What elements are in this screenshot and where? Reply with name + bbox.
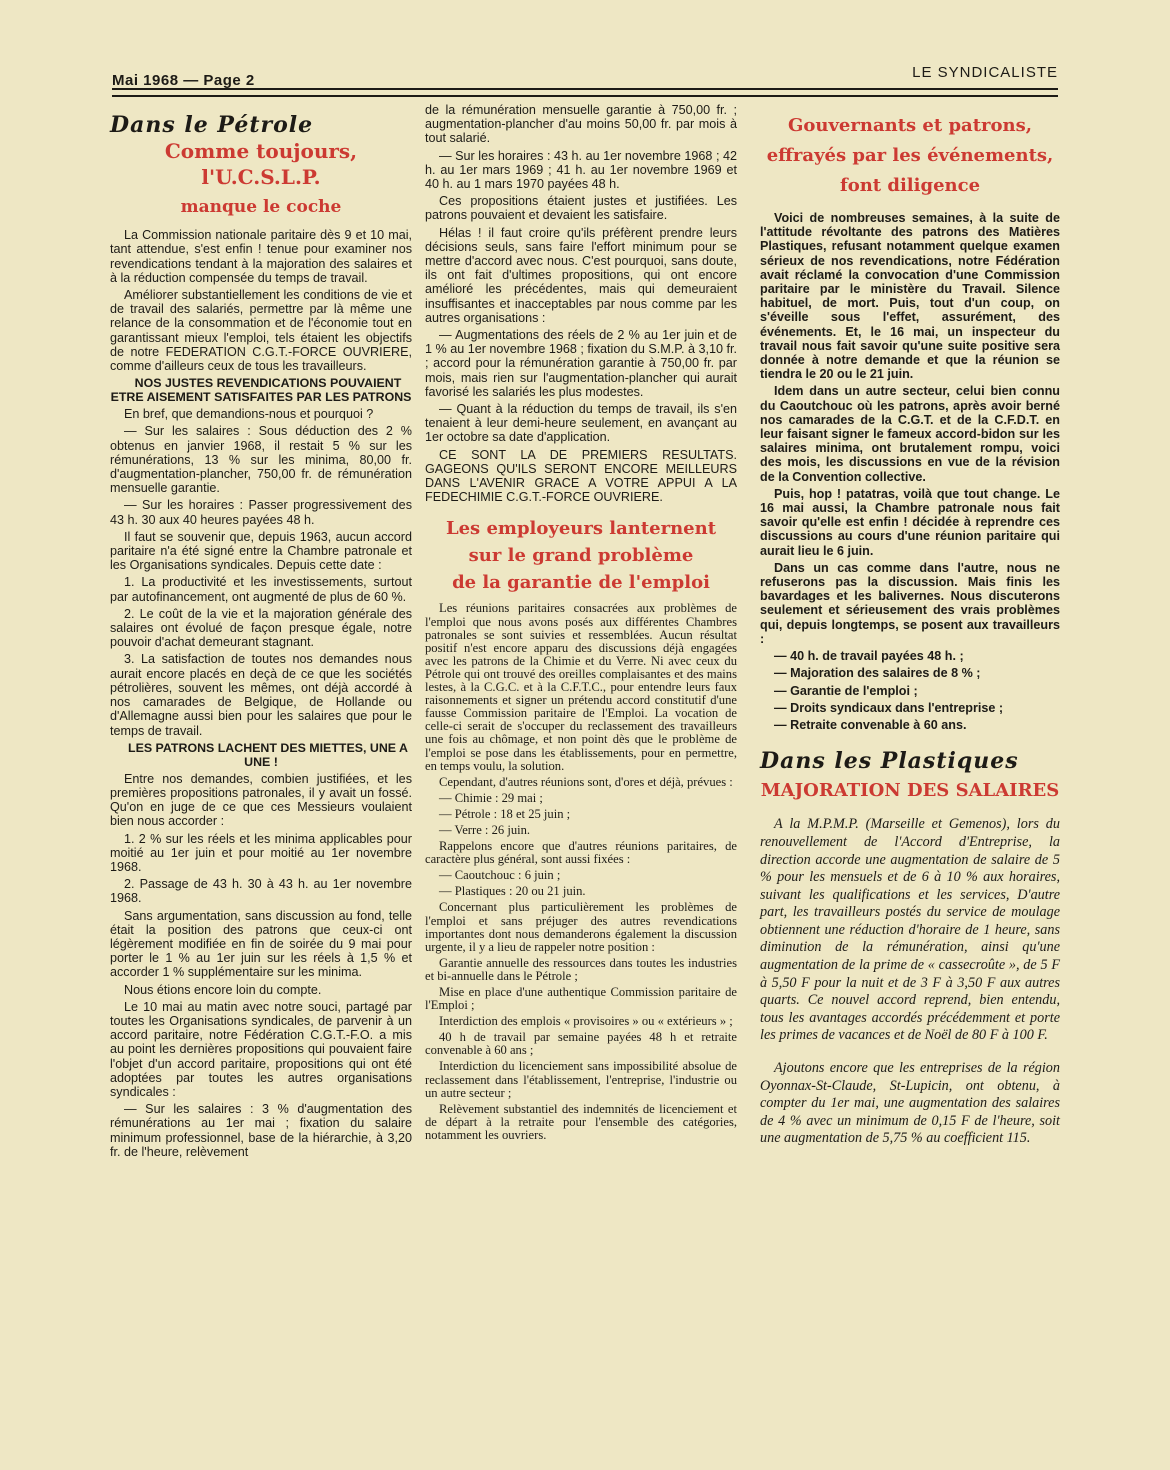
article-paragraph: Sans argumentation, sans discussion au fond, telle était la position des patrons que ceux-ci ont légèrement modifiée en fin de soirée du 9 mai pour porter le 1 % au 1er juin sur les réels à 1,5 % et accorder 1 % supplémentaire sur les minima. (110, 908, 412, 980)
headline-line: sur le grand problème (468, 545, 694, 567)
headline-line: de la garantie de l'emploi (452, 572, 710, 594)
subhead: LES PATRONS LACHENT DES MIETTES, UNE A UNE ! (128, 740, 408, 769)
article-paragraph: — Sur les horaires : 43 h. au 1er novembre 1968 ; 42 h. au 1er mars 1969 ; 41 h. au 1er novembre 1969 et 40 h. au 1 mars 1970 payées 48 h. (425, 148, 737, 192)
article-paragraph: Rappelons encore que d'autres réunions paritaires, de caractère plus général, sont aussi fixées : (425, 839, 737, 867)
article-paragraph: Hélas ! il faut croire qu'ils préfèrent prendre leurs décisions seuls, sans faire l'effort minimum pour se mettre d'accord avec nous. C'est pourquoi, sans doute, ils ont fait d'ultimes propositions, qui ont encore amélioré les précédentes, mais qui demeuraient insuffisantes et inacceptables par nous comme par les autres organisations : (425, 225, 737, 325)
article-paragraph: 1. La productivité et les investissements, surtout par autofinancement, ont augmenté de plus de 60 %. (110, 575, 412, 604)
column-3 (760, 103, 1060, 1151)
article-paragraph: Relèvement substantiel des indemnités de licenciement et de départ à la retraite pour l'ensemble des catégories, notamment les ouvriers. (425, 1101, 737, 1142)
article-paragraph: La Commission nationale paritaire dès 9 et 10 mai, tant attendue, s'est enfin ! tenue pour examiner nos revendications tendant à la majoration des salaires et à la réduction compensée du temps de travail. (110, 228, 412, 285)
headline-line: Gouvernants et patrons, (788, 115, 1032, 136)
bold-article (760, 211, 1060, 732)
section-kicker-plastiques: Dans les Plastiques (760, 748, 1019, 775)
article-paragraph: Dans un cas comme dans l'autre, nous ne refuserons pas la discussion. Mais finis les bavardages et les balivernes. Nous discuterons seulement et sérieusement des vrais problèmes qui, depuis longtemps, se posent aux travailleurs : (760, 560, 1060, 646)
article-paragraph: Il faut se souvenir que, depuis 1963, aucun accord paritaire n'a été signé entre la Chambre patronale et les Organisations syndicales. Depuis cette date : (110, 529, 412, 573)
serif-article (425, 602, 737, 1142)
article-paragraph: 40 h de travail par semaine payées 48 h et retraite convenable à 60 ans ; (425, 1030, 737, 1058)
list-item: — Retraite convenable à 60 ans. (774, 717, 967, 732)
column-2 (425, 103, 737, 1145)
subhead: NOS JUSTES REVENDICATIONS POUVAIENT ETRE AISEMENT SATISFAITES PAR LES PATRONS (110, 376, 412, 405)
article-paragraph: — Sur les salaires : Sous déduction des 2 % obtenus en janvier 1968, il restait 5 % sur les rémunérations, 13 % sur les minima, 80,00 fr. d'augmentation-plancher, 750,00 fr. de rémunération mensuelle garantie. (110, 424, 412, 496)
newspaper-title: LE SYNDICALISTE (912, 64, 1058, 81)
column-1 (110, 106, 412, 1162)
headline-line: Les employeurs lanternent (445, 518, 717, 540)
article-paragraph: Idem dans un autre secteur, celui bien connu du Caoutchouc où les patrons, après avoir berné nos camarades de la C.G.T. et de la C.F.D.T. en leur faisant signer le fameux accord-bidon sur les salaires minima, ont brutalement rompu, voici des mois, les discussions en vue de la révision de la Convention collective. (760, 384, 1060, 484)
masthead-rule (112, 88, 1058, 97)
article-paragraph: 2. Passage de 43 h. 30 à 43 h. au 1er novembre 1968. (110, 877, 412, 906)
article-paragraph: Voici de nombreuses semaines, à la suite de l'attitude révoltante des patrons des Matières Plastiques, refusant notamment quelque examen sérieux de nos revendications, notre Fédération avait réclamé la convocation d'une Commission paritaire par le ministère du Travail. Silence habituel, de mort. Puis, tout d'un coup, on s'éveille sous l'effet, assurément, des événements. Et, le 16 mai, un inspecteur du travail nous fait savoir qu'une suite positive sera donnée à notre demande et que la réunion se tiendra le 20 ou le 21 juin. (760, 211, 1060, 382)
italic-article (760, 816, 1060, 1148)
article-paragraph: Garantie annuelle des ressources dans toutes les industries et bi-annuelle dans le Pétrole ; (425, 955, 737, 983)
list-item: — Droits syndicaux dans l'entreprise ; (774, 700, 1004, 715)
article-paragraph: Interdiction des emplois « provisoires » ou « extérieurs » ; (439, 1014, 733, 1029)
headline-ucslp-sub: manque le coche (180, 197, 342, 218)
section-kicker-petrole: Dans le Pétrole (110, 112, 314, 138)
masthead (112, 62, 1058, 92)
article-paragraph: — Sur les salaires : 3 % d'augmentation des rémunérations au 1er mai ; fixation du salaire minimum professionnel, base de la hiérarchie, à 3,20 fr. de l'heure, relèvement (110, 1102, 412, 1159)
article-paragraph: A la M.P.M.P. (Marseille et Gemenos), lors du renouvellement de l'Accord d'Entreprise, la direction accorde une augmentation de salaire de 5 % pour les mensuels et de 6 à 10 % aux horaires, suivant les qualifications et les services, D'autre part, les travailleurs postés du service de moulage obtiennent une réduction d'horaire de 1 heure, sans diminution de la rémunération, ainsi qu'une augmentation de la prime de « cassecroûte », de 5 F à 5,50 F pour la nuit et de 3 F à 3,50 F aux autres quarts. Ce nouvel accord reprend, bien entendu, tous les avantages accordés précédemment et porte les primes de vacances et de Noël de 80 F à 100 F. (760, 816, 1060, 1044)
article-paragraph: Entre nos demandes, combien justifiées, et les premières propositions patronales, il y avait un fossé. Qu'on en juge de ce que ces Messieurs voulaient bien nous accorder : (110, 771, 412, 829)
article-paragraph: Interdiction du licenciement sans impossibilité absolue de reclassement dans l'établissement, l'entreprise, l'industrie ou un autre secteur ; (425, 1059, 737, 1100)
article-paragraph: de la rémunération mensuelle garantie à 750,00 fr. ; augmentation-plancher d'au moins 50,00 fr. par mois à tout salarié. (425, 103, 737, 146)
list-item: — Plastiques : 20 ou 21 juin. (439, 884, 586, 899)
article-paragraph: Concernant plus particulièrement les problèmes de l'emploi et sans préjuger des autres revendications importantes dont nous demanderons également la discussion urgente, il y a lieu de rappeler notre position : (425, 900, 737, 954)
article-paragraph: Les réunions paritaires consacrées aux problèmes de l'emploi que nous avons posés aux différentes Chambres patronales se sont suivies et ressemblées. Aucun résultat positif n'est encore apparu des discussions déjà engagées avec les patrons de la Chimie et du Verre. Ni avec ceux du Pétrole qui ont trouvé des oreilles complaisantes et des mains lestes, à la C.G.C. et à la C.F.T.C., pour entendre leurs faux raisonnements et signer un prétendu accord constitutif d'une fausse Commission paritaire de l'Emploi. La vocation de celle-ci serait de s'occuper du reclassement des travailleurs une fois au chômage, et non point dès que le problème de l'emploi se pose dans les établissements, pour en permettre, en temps voulu, la solution. (425, 601, 737, 773)
article-paragraph: Ces propositions étaient justes et justifiées. Les patrons pouvaient et devaient les satisfaire. (425, 194, 737, 223)
article-paragraph: — Augmentations des réels de 2 % au 1er juin et de 1 % au 1er novembre 1968 ; fixation du S.M.P. à 3,10 fr. ; accord pour la rémunération garantie à 750,00 fr. par mois, mais rien sur l'augmentation-plancher qui aurait favorisé les salariés les plus modestes. (425, 328, 738, 399)
list-item: — Majoration des salaires de 8 % ; (774, 666, 981, 681)
list-item: — Verre : 26 juin. (439, 822, 531, 837)
article-paragraph: Le 10 mai au matin avec notre souci, partagé par toutes les Organisations syndicales, de parvenir à un accord paritaire, notre Fédération C.G.T.-F.O. a mis au point les dernières propositions qui pouvaient faire l'objet d'un accord paritaire, propositions qui ont été adoptées par toutes les autres organisations syndicales : (110, 999, 412, 1099)
article-paragraph: Améliorer substantiellement les conditions de vie et de travail des salariés, permettre par là même une relance de la consommation et de l'économie tout en garantissant mieux l'emploi, tels étaient les objectifs de notre FEDERATION C.G.T.-FORCE OUVRIERE, comme d'ailleurs ceux de tous les travailleurs. (110, 288, 412, 374)
article-paragraph: Puis, hop ! patatras, voilà que tout change. Le 16 mai aussi, la Chambre patronale nous fait savoir qu'elle est enfin ! décidée à reprendre ces discussions au cours d'une réunion paritaire qui aurait lieu le 6 juin. (760, 486, 1060, 558)
list-item: — 40 h. de travail payées 48 h. ; (774, 649, 964, 664)
list-item: — Chimie : 29 mai ; (439, 790, 543, 805)
issue-date-page: Mai 1968 — Page 2 (112, 72, 255, 89)
headline-gouvernants (760, 111, 1060, 201)
headline-ucslp: Comme toujours, l'U.C.S.L.P. (164, 139, 358, 190)
list-item: — Garantie de l'emploi ; (774, 683, 918, 698)
list-item: — Pétrole : 18 et 25 juin ; (439, 806, 571, 821)
article-paragraph: Nous étions encore loin du compte. (124, 982, 322, 997)
article-paragraph: Ajoutons encore que les entreprises de la région Oyonnax-St-Claude, St-Lupicin, ont obtenu, à compter du 1er mai, une augmentation des salaires de 4 % avec un minimum de 0,15 F de l'heure, soit une augmentation de 5,75 % au coefficient 115. (760, 1060, 1060, 1147)
article-paragraph: — Quant à la réduction du temps de travail, ils s'en tenaient à leur demi-heure seulement, en avançant au 1er octobre sa date d'application. (425, 402, 737, 445)
headline-employeurs (425, 515, 737, 596)
list-item: — Caoutchouc : 6 juin ; (439, 868, 561, 883)
headline-line: effrayés par les événements, (766, 145, 1054, 166)
article-paragraph: CE SONT LA DE PREMIERS RESULTATS. GAGEONS QU'ILS SERONT ENCORE MEILLEURS DANS L'AVENIR GRACE A VOTRE APPUI A LA FEDECHIMIE C.G.T.-FORCE OUVRIERE. (425, 447, 737, 505)
article-paragraph: — Sur les horaires : Passer progressivement des 43 h. 30 aux 40 heures payées 48 h. (110, 498, 412, 527)
article-paragraph: Mise en place d'une authentique Commission paritaire de l'Emploi ; (425, 985, 737, 1013)
article-paragraph: 1. 2 % sur les réels et les minima applicables pour moitié au 1er juin et pour moitié au 1er novembre 1968. (110, 831, 412, 874)
article-paragraph: 3. La satisfaction de toutes nos demandes nous aurait encore placés en deçà de ce que les sociétés pétrolières, souvent les mêmes, ont déjà accordé à nos camarades de Belgique, de Hollande ou d'Allemagne aussi bien pour les salaires que pour le temps de travail. (110, 652, 412, 738)
article-paragraph: Cependant, d'autres réunions sont, d'ores et déjà, prévues : (439, 774, 733, 789)
headline-majoration: MAJORATION DES SALAIRES (760, 780, 1060, 802)
article-paragraph: 2. Le coût de la vie et la majoration générale des salaires ont évolué de façon presque égale, notre pouvoir d'achat demeurant stagnant. (110, 606, 412, 650)
headline-line: font diligence (839, 175, 981, 196)
article-paragraph: En bref, que demandions-nous et pourquoi ? (124, 407, 374, 422)
